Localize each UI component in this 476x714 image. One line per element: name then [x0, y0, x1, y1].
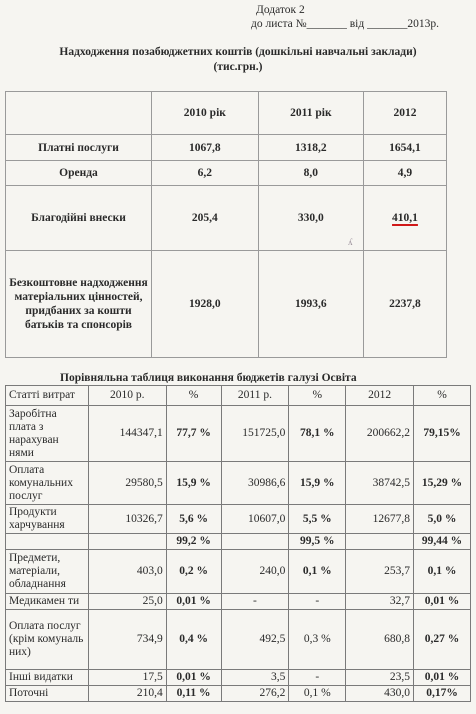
table1-cell: 205,4 [152, 186, 259, 251]
table1-cell [363, 186, 446, 251]
letter-reference: до листа №_______ від _______2013р. [251, 18, 439, 30]
table2-header-row [6, 386, 471, 406]
extrabudget-income-table [5, 91, 447, 358]
table2-cell: - [289, 594, 346, 610]
table2-cell: 430,0 [346, 686, 414, 702]
table1-row-label: Платні послуги [6, 135, 152, 161]
table1-header-cell: 2010 рік [152, 92, 259, 135]
table2-row-label: Медикамен ти [6, 594, 89, 610]
table2-cell: 78,1 % [289, 406, 346, 462]
table1-title-units: (тис.грн.) [213, 61, 263, 73]
table2-header-cell: % [414, 386, 471, 406]
table2-cell: 492,5 [221, 610, 289, 670]
table2-cell: 10326,7 [88, 505, 166, 534]
table2-row-label: Заробітна плата з нарахуван нями [6, 406, 89, 462]
table2-cell: 0,1 % [414, 550, 471, 594]
table2-cell: - [221, 594, 289, 610]
table2-cell: 0,3 % [289, 610, 346, 670]
table1-title-line1: Надходження позабюджетних коштів (дошкільні навчальні заклади) [59, 46, 417, 58]
table2-cell: 0,11 % [166, 686, 221, 702]
table1-cell: 8,0 [258, 161, 363, 186]
table2-row [6, 610, 471, 670]
table2-cell: 200662,2 [346, 406, 414, 462]
table2-cell: 5,5 % [289, 505, 346, 534]
table2-row-label [6, 534, 89, 550]
table1-row-label: Оренда [6, 161, 152, 186]
table2-cell: 32,7 [346, 594, 414, 610]
table2-cell: 734,9 [88, 610, 166, 670]
table1-row [6, 186, 447, 251]
table2-cell [221, 534, 289, 550]
table2-row-label: Предмети, матеріали, обладнання [6, 550, 89, 594]
table2-row [6, 594, 471, 610]
table2-cell: 0,01 % [166, 594, 221, 610]
table2-header-cell: 2012 [346, 386, 414, 406]
table2-cell: 210,4 [88, 686, 166, 702]
table2-cell: 15,9 % [289, 462, 346, 505]
table1-cell: 1993,6 [258, 251, 363, 358]
table2-cell [88, 534, 166, 550]
table2-cell: 0,1 % [289, 686, 346, 702]
table2-cell: 17,5 [88, 670, 166, 686]
table2-cell: 15,29 % [414, 462, 471, 505]
table2-cell: 0,1 % [289, 550, 346, 594]
table1-row [6, 251, 447, 358]
table1-header-cell: 2011 рік [258, 92, 363, 135]
table1-cell: 1928,0 [152, 251, 259, 358]
highlighted-value: 410,1 [392, 212, 418, 224]
table2-cell: 25,0 [88, 594, 166, 610]
table1-row [6, 161, 447, 186]
table2-row-label: Оплата послуг (крім комуналь них) [6, 610, 89, 670]
table1-row-label: Безкоштовне надходження матеріальних цінностей, придбаних за кошти батьків та спонсорів [6, 251, 152, 358]
table1-cell: 1654,1 [363, 135, 446, 161]
table2-cell [346, 534, 414, 550]
table2-cell: 276,2 [221, 686, 289, 702]
table1-row [6, 135, 447, 161]
table2-cell: 403,0 [88, 550, 166, 594]
appendix-label: Додаток 2 [256, 4, 305, 16]
table2-header-cell: % [289, 386, 346, 406]
table1-cell: 4,9 [363, 161, 446, 186]
table2-cell: 0,4 % [166, 610, 221, 670]
table2-cell: 144347,1 [88, 406, 166, 462]
table2-cell: 10607,0 [221, 505, 289, 534]
table2-row [6, 670, 471, 686]
table2-row [6, 550, 471, 594]
table1-header-cell: 2012 [363, 92, 446, 135]
pen-mark: ʎ [348, 237, 353, 247]
table2-row [6, 686, 471, 702]
table2-row-label: Оплата комунальних послуг [6, 462, 89, 505]
table2-cell: 30986,6 [221, 462, 289, 505]
table2-cell: 99,2 % [166, 534, 221, 550]
table2-cell: 99,5 % [289, 534, 346, 550]
table2-cell: 0,01 % [414, 670, 471, 686]
table2-cell: 0,01 % [166, 670, 221, 686]
budget-comparison-table [5, 385, 471, 702]
table2-cell: 253,7 [346, 550, 414, 594]
table2-title: Порівняльна таблиця виконання бюджетів галузі Освіта [60, 372, 357, 384]
table2-row [6, 462, 471, 505]
table2-cell: 23,5 [346, 670, 414, 686]
table2-cell: 77,7 % [166, 406, 221, 462]
table2-cell: 5,0 % [414, 505, 471, 534]
table2-header-cell: 2011 р. [221, 386, 289, 406]
table1-header-cell [6, 92, 152, 135]
table2-cell: 680,8 [346, 610, 414, 670]
table2-cell: 0,01 % [414, 594, 471, 610]
table2-cell: 12677,8 [346, 505, 414, 534]
table2-cell: 0,17% [414, 686, 471, 702]
table2-row-label: Поточні [6, 686, 89, 702]
table2-row [6, 505, 471, 534]
table1-cell: 6,2 [152, 161, 259, 186]
table2-header-cell: 2010 р. [88, 386, 166, 406]
table2-cell: 79,15% [414, 406, 471, 462]
table1-cell: 330,0 [258, 186, 363, 251]
table2-cell: 38742,5 [346, 462, 414, 505]
table2-cell: - [289, 670, 346, 686]
table2-cell: 0,27 % [414, 610, 471, 670]
table1-cell: 1318,2 [258, 135, 363, 161]
table2-subtotal-row [6, 534, 471, 550]
table1-row-label: Благодійні внески [6, 186, 152, 251]
table2-cell: 151725,0 [221, 406, 289, 462]
table2-cell: 3,5 [221, 670, 289, 686]
table2-cell: 240,0 [221, 550, 289, 594]
table2-row-label: Інші видатки [6, 670, 89, 686]
table1-cell: 1067,8 [152, 135, 259, 161]
table2-cell: 5,6 % [166, 505, 221, 534]
table2-header-cell: Статті витрат [6, 386, 89, 406]
table2-cell: 29580,5 [88, 462, 166, 505]
table2-row [6, 406, 471, 462]
table1-header-row [6, 92, 447, 135]
table1-cell: 2237,8 [363, 251, 446, 358]
table2-cell: 15,9 % [166, 462, 221, 505]
table2-cell: 0,2 % [166, 550, 221, 594]
table2-header-cell: % [166, 386, 221, 406]
table2-cell: 99,44 % [414, 534, 471, 550]
table1-title [0, 45, 476, 75]
table2-row-label: Продукти харчування [6, 505, 89, 534]
